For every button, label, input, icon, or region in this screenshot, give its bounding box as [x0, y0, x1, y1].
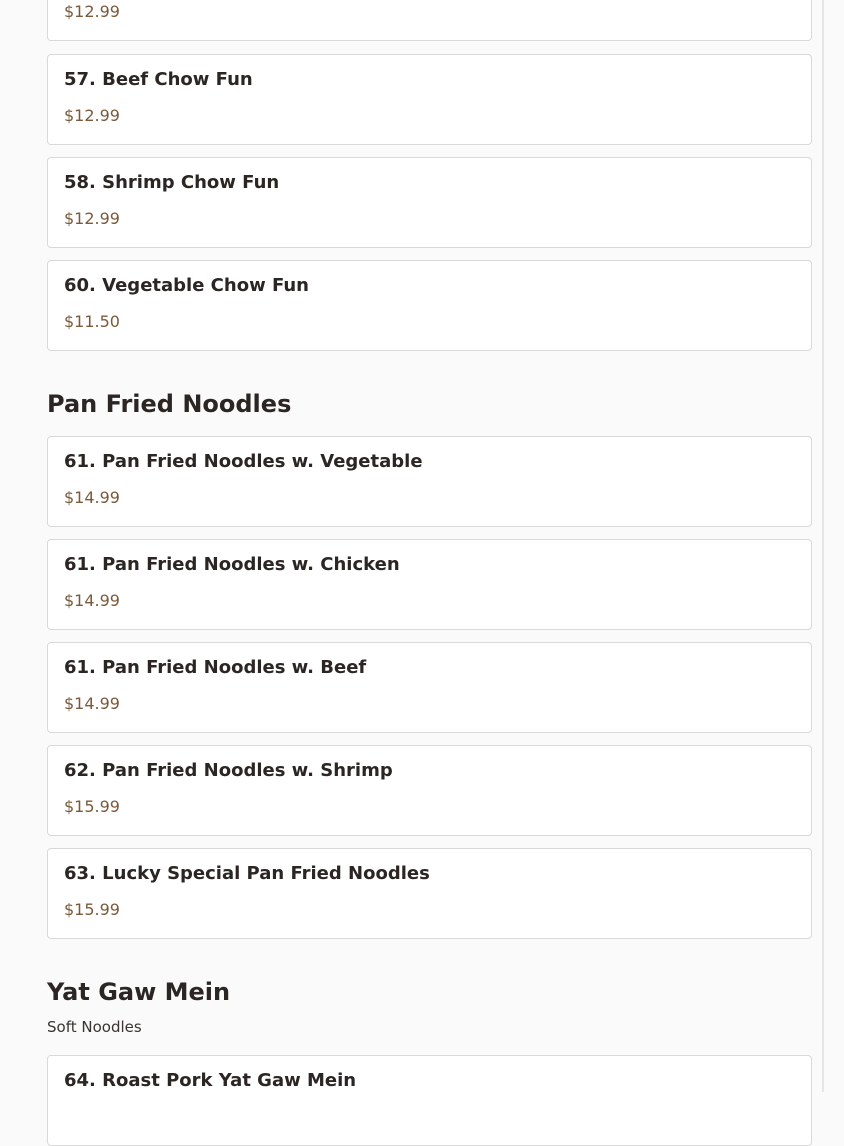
item-name: 57. Beef Chow Fun	[64, 69, 253, 90]
item-name: 61. Pan Fried Noodles w. Chicken	[64, 554, 400, 575]
item-price: $12.99	[64, 209, 120, 228]
item-name: 58. Shrimp Chow Fun	[64, 172, 280, 193]
item-name: 64. Roast Pork Yat Gaw Mein	[64, 1070, 357, 1091]
menu-item-card[interactable]	[47, 539, 812, 630]
item-price: $15.99	[64, 797, 120, 816]
section-subtitle: Soft Noodles	[47, 1018, 142, 1036]
item-price: $11.50	[64, 312, 120, 331]
item-name: 61. Pan Fried Noodles w. Beef	[64, 657, 367, 678]
menu-item-card[interactable]	[47, 1055, 812, 1146]
item-price: $15.99	[64, 900, 120, 919]
section-title-pan-fried-noodles: Pan Fried Noodles	[47, 390, 292, 418]
item-name: 60. Vegetable Chow Fun	[64, 275, 309, 296]
menu-item-card[interactable]	[47, 436, 812, 527]
menu-item-card[interactable]	[47, 260, 812, 351]
item-name: 63. Lucky Special Pan Fried Noodles	[64, 863, 430, 884]
item-price: $14.99	[64, 488, 120, 507]
item-price: $12.99	[64, 106, 120, 125]
item-name: 62. Pan Fried Noodles w. Shrimp	[64, 760, 393, 781]
menu-item-card[interactable]	[47, 0, 812, 41]
item-price: $14.99	[64, 591, 120, 610]
menu-item-card[interactable]	[47, 745, 812, 836]
section-title-yat-gaw-mein: Yat Gaw Mein	[47, 978, 231, 1006]
menu-item-card[interactable]	[47, 848, 812, 939]
item-price: $14.99	[64, 694, 120, 713]
menu-item-card[interactable]	[47, 642, 812, 733]
item-price: $12.99	[64, 2, 120, 21]
content-divider	[822, 0, 824, 1092]
item-name: 61. Pan Fried Noodles w. Vegetable	[64, 451, 423, 472]
menu-item-card[interactable]	[47, 157, 812, 248]
menu-item-card[interactable]	[47, 54, 812, 145]
